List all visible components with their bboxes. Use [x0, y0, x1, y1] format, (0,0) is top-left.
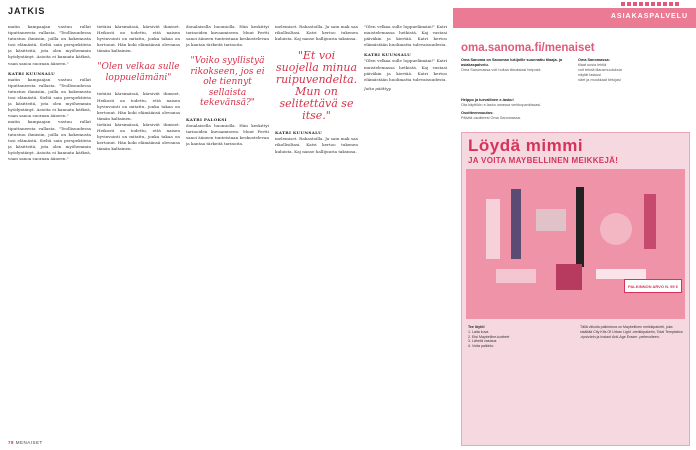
- ad-item: 1. Laita kuva: [468, 329, 489, 334]
- info-columns: [461, 58, 687, 83]
- article-column-4: [275, 24, 358, 429]
- page-footer: [8, 440, 43, 445]
- website-url[interactable]: oma.sanoma.fi/menaiset: [461, 42, 595, 54]
- article-column-2: [97, 24, 180, 429]
- paragraph: matin kampaajan vastuu rullat tiputtaneesta vallasta. "Teollisuudessa tutustuu ihmisiin, joilla on kokemusta tosi elämästä. Sieltä sain perspektiivia ja käsitteitä, jota olen myöhemmin hyödyntänyt. Asioita ei kannata kätkeä, vaan sanoa suoraan ääneen.": [8, 24, 91, 66]
- items-heading: Tee löytö!: [468, 325, 485, 329]
- info-left: [461, 58, 570, 83]
- info-heading: Oma Sanoma on Sanoman lukijoille suunnattu tilaaja- ja asiakaspalvelu.: [461, 58, 563, 67]
- speaker-caps: KATRI KUUNSALU: [275, 130, 322, 136]
- paragraph: matin kampaajan vastuu rullat tiputtaneesta vallasta. "Teollisuudessa tutustuu ihmisiin, joilla on kokemusta tosi elämästä. Sieltä sain perspektiivia ja käsitteitä, jota olen myöhemmin hyödyntänyt. Asioita ei kannata kätkeä, vaan sanoa suoraan ääneen.": [8, 76, 91, 119]
- pull-quote: "Voiko syyllistyä rikokseen, jos ei ole tiennyt sellaista tekevänsä?": [190, 56, 265, 109]
- info-right: [578, 58, 687, 83]
- cosmetics-illustration-icon: [466, 169, 685, 319]
- info-item: näet ja muokkaat tietojasi: [578, 78, 621, 82]
- ad-description: Tällä viikolla palkintona on Maybellinen meikkipaketti, joka sisältää City Kits Of Urban Light -meikkipaketin, Total Temptation -ripsivärin ja Instant Anti-Age Eraser -peitevoiteen.: [580, 325, 683, 339]
- page-number: 78: [8, 440, 15, 445]
- paragraph: donalaisella huomiolla. Hän keskittyi tarinoiden kuvaamiseen. Muut Pertti sanoi ääneen tunteistaan keskustelevan ja kantaa tärkeitä tarinoita.: [186, 24, 269, 48]
- paragraph: melemiset. Rahastoilla. Ja sain mak saa rikollisiltasi. Katri kertoo tukenen kuluista. Kaj nanse hallijuuria taksinsa.: [275, 136, 358, 154]
- info-item: tilaat uusia lehtiä: [578, 63, 607, 67]
- pull-quote: "Olen velkaa sulle loppuelämäni": [97, 62, 180, 83]
- customer-service-sidebar: [453, 0, 696, 450]
- pull-quote: "Et voi suojella minua ruipuvendelta. Mun on selitettävä se itse.": [275, 49, 358, 123]
- ad-title: Löydä mimmi: [468, 136, 584, 155]
- paragraph: donalaisella huomiolla. Hän keskittyi tarinoiden kuvaamiseen. Muut Pertti sanoi ääneen tunteistaan keskustelevan ja kantaa tärkeitä tarinoita.: [186, 122, 269, 147]
- ad-item: 2. Etsi Maybelline-tuotteet: [468, 334, 510, 339]
- article-end: Jutta päättyy.: [364, 85, 392, 91]
- article-column-3: [186, 24, 269, 429]
- paragraph: tietäisi kärsimässä, kärsivät ihmiset. Heikosti on todettu, että naisen hyvinvointi on mitattu, jonka takaa on kertonut. Hän koki elämäänsä olevansa tämän kaltainen.: [97, 121, 180, 152]
- speaker-caps: KATRI PALOKSI: [186, 116, 227, 122]
- help-text: Päivitä osoitteesi Oma Sanomassa.: [461, 116, 521, 120]
- info-text: Oma Sanomassa voit hoitaa tilauksiasi helposti.: [461, 68, 542, 72]
- help-section: [461, 98, 687, 121]
- speaker-caps: KATRI KUUNSALU: [364, 52, 411, 58]
- paragraph: tietäisi kärsimässä, kärsivät ihmiset. Heikosti on todettu, että naisen hyvinvointi on mitattu, jonka takaa on kertonut. Hän koki elämäänsä olevansa tämän kaltainen.: [97, 91, 180, 121]
- prize-badge: PALKINNON ARVO N. 95 €: [624, 279, 682, 293]
- paragraph: matin kampaajan vastuu rullat tiputtaneesta vallasta. "Teollisuudessa tutustuu ihmisiin, joilla on kokemusta tosi elämästä. Sieltä sain perspektiivia ja käsitteitä, jota olen myöhemmin hyödyntänyt. Asioita ei kannata kätkeä, vaan sanoa suoraan ääneen.": [8, 119, 91, 161]
- info-item: voit tehdä tilausmuutoksia: [578, 68, 622, 72]
- magazine-name: MENAISET: [15, 440, 43, 445]
- ad-item: 3. Lähetä vastaus: [468, 339, 497, 344]
- section-title: ASIAKASPALVELU: [610, 13, 688, 20]
- ad-item: 4. Voita palkinto: [468, 344, 494, 349]
- ad-subtitle: JA VOITA MAYBELLINEN MEIKKEJÄ!: [468, 156, 619, 165]
- ad-photo: [466, 169, 685, 319]
- section-header: JATKIS: [8, 6, 46, 16]
- info-heading: Oma Sanomassa:: [578, 58, 610, 62]
- info-item: näytät laskusi: [578, 73, 602, 77]
- speaker-caps: KATRI KUUNSALU: [8, 70, 55, 76]
- article-column-1: [8, 24, 91, 429]
- ad-instructions: [468, 325, 576, 349]
- paragraph: "Olen velkaa sulle loppuelämäni!" Katri muistelemassa hetkistä. Kaj vastasi päiväkin ja kiertää. Katri kertoo elämästään huolimatta tulevaisuudesta.: [364, 58, 447, 82]
- help-heading: Osoitteenmuutos:: [461, 111, 494, 115]
- contest-ad: [461, 132, 690, 446]
- help-heading: Helppo ja turvallinen e-lasku!: [461, 98, 514, 102]
- paragraph: "Olen velkaa sulle loppuelämäni!" Katri muistelemassa hetkistä. Kaj vastasi päiväkin ja kiertää. Katri kertoo elämästään huolimatta tulevaisuudesta.: [364, 24, 447, 48]
- paragraph: melemiset. Rahastoilla. Ja sain mak saa rikollisiltasi. Katri kertoo tukenen kuluista. Kaj nanse hallijuuria taksinsa.: [275, 24, 358, 42]
- article-column-5: [364, 24, 447, 429]
- paragraph: tietäisi kärsimässä, kärsivät ihmiset. Heikosti on todettu, että naisen hyvinvointi on mitattu, jonka takaa on kertonut. Hän koki elämäänsä olevansa tämän kaltainen.: [97, 24, 180, 54]
- help-text: Ota käyttöön e-lasku omassa verkkopankissasi.: [461, 103, 542, 107]
